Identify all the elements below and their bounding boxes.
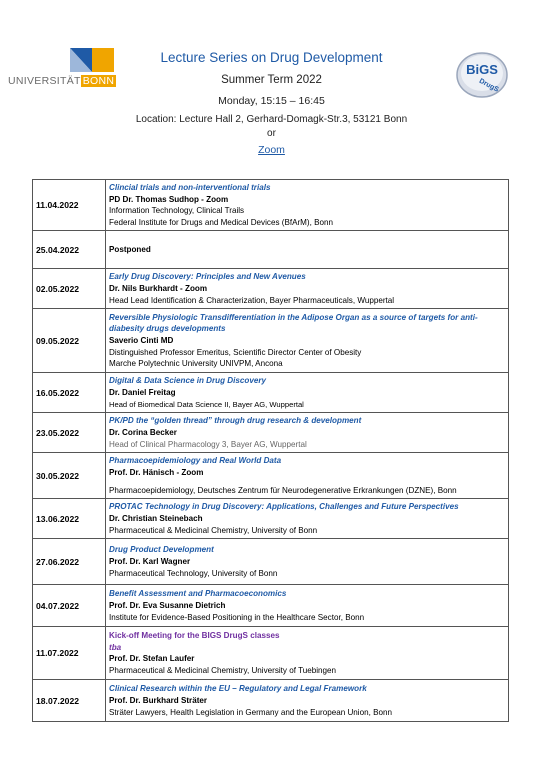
affiliation-line: Pharmacoepidemiology, Deutsches Zentrum für Neurodegenerative Erkrankungen (DZNE), Bonn bbox=[109, 485, 457, 495]
bigs-logo-main-text: BiGS bbox=[466, 62, 498, 77]
schedule-table bbox=[32, 179, 509, 722]
table-row bbox=[33, 453, 509, 499]
speaker-name: Prof. Dr. Hänisch - Zoom bbox=[109, 468, 204, 478]
table-row bbox=[33, 680, 509, 722]
speaker-name: Prof. Dr. Eva Susanne Dietrich bbox=[109, 601, 226, 611]
table-row bbox=[33, 413, 509, 453]
lecture-cell bbox=[106, 231, 509, 269]
affiliation-line: Head of Biomedical Data Science II, Bayer AG, Wuppertal bbox=[109, 399, 304, 409]
affiliation-line: Marche Polytechnic University UNIVPM, Ancona bbox=[109, 359, 283, 369]
table-row bbox=[33, 373, 509, 413]
affiliation-line: Federal Institute for Drugs and Medical Devices (BfArM), Bonn bbox=[109, 217, 334, 227]
affiliation-line: Head Lead Identification & Characterization, Bayer Pharmaceuticals, Wuppertal bbox=[109, 295, 395, 305]
speaker-name: Prof. Dr. Karl Wagner bbox=[109, 557, 191, 567]
table-row bbox=[33, 231, 509, 269]
university-logo-word: UNIVERSITÄT bbox=[8, 75, 81, 87]
lecture-cell bbox=[106, 585, 509, 627]
date-cell: 09.05.2022 bbox=[33, 309, 106, 373]
affiliation-line: Pharmaceutical & Medicinal Chemistry, University of Bonn bbox=[109, 525, 318, 535]
bigs-logo-sub-text: DrugS bbox=[477, 77, 500, 94]
affiliation-line: Sträter Lawyers, Health Legislation in Germany and the European Union, Bonn bbox=[109, 707, 392, 717]
date-cell: 13.06.2022 bbox=[33, 499, 106, 539]
lecture-title: Clinical Research within the EU – Regulatory and Legal Framework bbox=[109, 684, 367, 694]
lecture-cell bbox=[106, 180, 509, 231]
date-cell: 11.04.2022 bbox=[33, 180, 106, 231]
lecture-title: Pharmacoepidemiology and Real World Data bbox=[109, 456, 282, 466]
speaker-name: Dr. Daniel Freitag bbox=[109, 388, 176, 398]
lecture-cell bbox=[106, 453, 509, 499]
affiliation-line: Head of Clinical Pharmacology 3, Bayer AG, Wuppertal bbox=[109, 439, 307, 449]
lecture-title: Benefit Assessment and Pharmacoeconomics bbox=[109, 589, 287, 599]
date-cell: 25.04.2022 bbox=[33, 231, 106, 269]
affiliation-line: Information Technology, Clinical Trails bbox=[109, 206, 245, 216]
lecture-cell bbox=[106, 413, 509, 453]
speaker-name: Prof. Dr. Stefan Laufer bbox=[109, 654, 195, 664]
lecture-cell bbox=[106, 539, 509, 585]
lecture-title: PK/PD the “golden thread” through drug research & development bbox=[109, 416, 362, 426]
lecture-cell bbox=[106, 373, 509, 413]
speaker-name: Postponed bbox=[109, 245, 151, 255]
affiliation-line: Pharmaceutical Technology, University of Bonn bbox=[109, 568, 278, 578]
table-row bbox=[33, 627, 509, 680]
speaker-name: PD Dr. Thomas Sudhop - Zoom bbox=[109, 194, 229, 204]
zoom-link-wrap bbox=[0, 140, 543, 158]
table-row bbox=[33, 269, 509, 309]
date-cell: 30.05.2022 bbox=[33, 453, 106, 499]
date-cell: 04.07.2022 bbox=[33, 585, 106, 627]
lecture-cell bbox=[106, 499, 509, 539]
date-cell: 23.05.2022 bbox=[33, 413, 106, 453]
speaker-name: Dr. Corina Becker bbox=[109, 428, 177, 438]
date-cell: 16.05.2022 bbox=[33, 373, 106, 413]
page-title: Lecture Series on Drug Development bbox=[160, 50, 383, 65]
affiliation-line: Distinguished Professor Emeritus, Scientific Director Center of Obesity bbox=[109, 347, 362, 357]
lecture-title: Early Drug Discovery: Principles and New Avenues bbox=[109, 272, 306, 282]
table-row bbox=[33, 180, 509, 231]
table-row bbox=[33, 499, 509, 539]
lecture-cell bbox=[106, 269, 509, 309]
table-row bbox=[33, 309, 509, 373]
lecture-title: Reversible Physiologic Transdifferentiation in the Adipose Organ as a source of targets for anti-diabesity drugs developments bbox=[109, 312, 478, 334]
lecture-location: Location: Lecture Hall 2, Gerhard-Domagk-Str.3, 53121 Bonn bbox=[135, 114, 408, 125]
lecture-cell bbox=[106, 680, 509, 722]
lecture-title: Clincial trials and non-interventional trials bbox=[109, 183, 271, 192]
lecture-title: Drug Product Development bbox=[109, 545, 214, 555]
lecture-subtitle: tba bbox=[109, 642, 122, 652]
speaker-name: Dr. Christian Steinebach bbox=[109, 514, 203, 524]
affiliation-line: Pharmaceutical & Medicinal Chemistry, University of Tuebingen bbox=[109, 665, 337, 675]
lecture-title: Digital & Data Science in Drug Discovery bbox=[109, 376, 266, 386]
lecture-title: Kick-off Meeting for the BIGS DrugS classes bbox=[109, 631, 280, 641]
date-cell: 11.07.2022 bbox=[33, 627, 106, 680]
date-cell: 02.05.2022 bbox=[33, 269, 106, 309]
term-subtitle: Summer Term 2022 bbox=[221, 74, 322, 86]
or-separator: or bbox=[267, 128, 276, 139]
date-cell: 27.06.2022 bbox=[33, 539, 106, 585]
date-cell: 18.07.2022 bbox=[33, 680, 106, 722]
lecture-time: Monday, 15:15 – 16:45 bbox=[218, 95, 325, 107]
lecture-cell bbox=[106, 309, 509, 373]
speaker-name: Prof. Dr. Burkhard Sträter bbox=[109, 696, 208, 706]
table-row bbox=[33, 585, 509, 627]
university-logo-bonn: BONN bbox=[82, 75, 115, 87]
speaker-name: Dr. Nils Burkhardt - Zoom bbox=[109, 284, 208, 294]
zoom-link[interactable]: Zoom bbox=[258, 144, 285, 156]
lecture-title: PROTAC Technology in Drug Discovery: Applications, Challenges and Future Perspectives bbox=[109, 502, 459, 512]
speaker-name: Saverio Cinti MD bbox=[109, 336, 174, 346]
lecture-cell bbox=[106, 627, 509, 680]
table-row bbox=[33, 539, 509, 585]
affiliation-line: Institute for Evidence-Based Positioning in the Healthcare Sector, Bonn bbox=[109, 612, 365, 622]
